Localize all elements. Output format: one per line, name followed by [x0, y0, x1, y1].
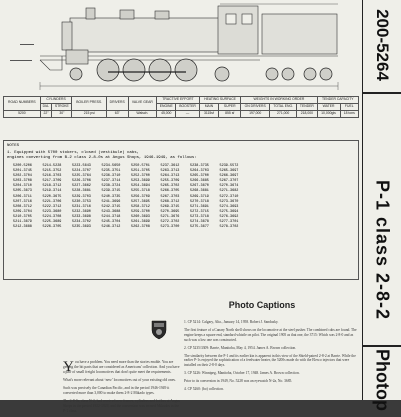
table-cell: 30": [52, 110, 72, 117]
number-grid-cell: 5240-3735: [101, 194, 121, 199]
spec-header-tender: TENDER: [297, 103, 317, 110]
number-grid-cell: 5266-3705: [160, 189, 180, 194]
number-grid-cell: 5205-3673: [13, 189, 32, 194]
table-cell: 63": [106, 110, 128, 117]
divider: [363, 345, 401, 347]
number-grid-cell: 5255-3718: [131, 189, 150, 194]
spec-header-fuel: FUEL: [340, 103, 358, 110]
number-grid-cell: 5241-3696: [101, 199, 121, 204]
table-cell: 215 psi: [72, 110, 106, 117]
table-cell: —: [176, 110, 199, 117]
notes-heading: NOTES: [7, 144, 20, 148]
locomotive-elevation-drawing: [0, 0, 340, 92]
number-grid-cell: 5266-3697: [219, 174, 239, 179]
number-grid-cell: 5232-3690: [72, 209, 91, 214]
number-grid-cell: 5251-3705: [131, 169, 150, 174]
number-grid-cell: 5256-3709: [131, 194, 150, 199]
number-grid-cell: 5225-3764: [72, 174, 91, 179]
spec-header-road-numbers: ROAD NUMBERS: [4, 97, 41, 111]
number-grid-cell: 5275-3677: [190, 225, 209, 230]
drop-cap: Y: [63, 359, 74, 375]
caption-body: The first feature of a Canary North shell shows on the locomotive at the steel pusher. The combined cabs are found. The engine keeps a square end, standard whistle on pilot. The original 1905 as that one, the 3715: Which was 2-8-0 and as such was a low one was constructed.: [184, 327, 357, 342]
number-grid-cell: 5202-3704: [13, 174, 32, 179]
number-grid-cell: 5204-3710: [13, 184, 32, 189]
number-grid-row: [13, 225, 249, 230]
number-grid-cell: 5255-3709: [160, 179, 180, 184]
spec-header-valve-gear: VALVE GEAR: [128, 97, 157, 111]
number-grid-cell: 5216-3703: [42, 174, 62, 179]
number-grid-cell: 5260-3693: [131, 214, 150, 219]
number-grid-cell: 5203-3708: [13, 179, 32, 184]
number-grid-cell: 5267-3707: [219, 179, 239, 184]
number-grid-cell: 5265-3700: [190, 174, 209, 179]
table-cell: 855 sf: [219, 110, 241, 117]
notes-box: [3, 140, 359, 280]
number-grid-cell: 5244-3718: [101, 214, 121, 219]
number-grid-cell: 5210-3705: [13, 214, 32, 219]
number-grid-cell: 5206-3711: [13, 194, 32, 199]
caption-heading: 4. CP 5260: (bo) collection.: [184, 387, 224, 392]
number-grid-cell: 5276-3692: [219, 214, 239, 219]
number-grid-cell: 5234-3702: [72, 220, 91, 225]
number-grid-cell: 5212-3688: [13, 225, 32, 230]
number-grid-cell: 5270-3718: [190, 199, 209, 204]
number-grid-cell: 5277-3701: [219, 220, 239, 225]
number-grid-cell: 5274-3678: [190, 220, 209, 225]
number-grid-cell: 5263-3713: [160, 169, 180, 174]
number-grid-cell: 5253-3699: [131, 179, 150, 184]
number-grid-cell: 5223-3680: [42, 209, 62, 214]
spec-group-tender-capacity: TENDER CAPACITY: [317, 97, 358, 104]
number-grid-cell: 5267-3703: [160, 194, 180, 199]
spec-header-super: SUPER: [219, 103, 241, 110]
intro-text-column: [63, 360, 181, 417]
number-grid-cell: 5209-3704: [13, 209, 32, 214]
spec-group-weights: WEIGHTS IN WORKING ORDER: [241, 97, 317, 104]
number-grid-cell: 5211-3679: [13, 220, 32, 225]
number-grid-cell: 5268-3712: [160, 199, 180, 204]
photo-captions-title: Photo Captions: [228, 300, 296, 310]
spec-group-cylinders: CYLINDERS: [40, 97, 72, 104]
number-grid-cell: 5201-3745: [13, 169, 32, 174]
number-grid-cell: 5245-3704: [101, 220, 121, 225]
caption-heading: 2. CP 5235/3309: Barrie, Manitoba, May 4, 1954. James A. Brown collection.: [184, 345, 297, 350]
document-number: 200-5264: [373, 9, 392, 81]
number-grid-cell: 5266-3685: [190, 179, 209, 184]
number-grid-cell: 5238-3724: [101, 184, 121, 189]
table-cell: 10,000gls: [317, 110, 340, 117]
spec-header-drivers: DRIVERS: [106, 97, 128, 111]
number-grid-cell: 5229-3703: [72, 194, 91, 199]
number-grid-cell: 5259-3700: [131, 209, 150, 214]
number-grid-cell: 5239-5572: [219, 164, 239, 168]
number-grid-cell: 5221-3706: [42, 199, 62, 204]
number-grid-cell: 5207-3716: [13, 199, 32, 204]
number-grid-cell: 5275-3694: [219, 209, 239, 214]
notes-line-1: 1. Equipped with 5700 stokers, closed (vestibule) cabs,: [7, 151, 140, 155]
spec-group-tractive-effort: TRACTIVE EFFORT: [157, 97, 200, 104]
caption-heading: 3. CP 5226: Winnipeg, Manitoba, October 17, 1948. James A. Brown collection.: [184, 371, 300, 376]
number-grid-cell: 5262-3708: [131, 225, 150, 230]
intro-paragraph: ou have a problem. You need more than the stories enable. You are getting the bit parts that are considered as Americans' collection. And you have a pair of small freight locomotives that don't quite meet the requirements.: [63, 360, 180, 374]
number-grid-cell: 5220-3675: [42, 194, 62, 199]
spec-group-heating-surface: HEATING SURFACE: [199, 97, 241, 104]
number-grid-cell: 5231-3716: [72, 204, 91, 209]
number-grid-cell: 5230-3753: [72, 199, 91, 204]
number-grid-cell: 5243-3688: [101, 209, 121, 214]
number-grid-cell: 5226-3706: [72, 179, 91, 184]
number-grid-cell: 5215-3752: [42, 169, 62, 174]
number-grid-cell: 5223-5643: [72, 164, 91, 168]
number-grid-cell: 5254-3694: [131, 184, 150, 189]
number-grid-cell: 5226-3705: [42, 225, 62, 230]
table-cell: Walsch.: [128, 110, 157, 117]
spec-header-boiler-press: BOILER PRESS.: [72, 97, 106, 111]
class-title: P-1 class 2-8-2: [372, 179, 393, 321]
number-grid-cell: 5270-3674: [219, 184, 239, 189]
number-grid-cell: 5238-3735: [190, 164, 209, 168]
number-grid-cell: 5267-3670: [190, 184, 209, 189]
number-grid-cell: 5269-3719: [190, 194, 209, 199]
number-grid-cell: 5269-3715: [160, 204, 180, 209]
caption-heading: 1. CP 5214: Calgary, Alta., January 14, 1958. Robert J. Sandusky.: [184, 320, 279, 324]
caption-body: Prior to its conversion in 1949, No. 5228 was an eyewatch N-2a, No. 3685.: [184, 379, 293, 384]
number-grid-cell: 5278-3702: [219, 225, 239, 230]
side-title-strip: [362, 0, 401, 411]
table-cell: 22": [40, 110, 51, 117]
cp-shield-logo: [148, 318, 170, 340]
number-grid-cell: 5234-5650: [101, 164, 121, 168]
table-cell: 18 tons: [340, 110, 358, 117]
number-grid-cell: 5270-3695: [160, 209, 180, 214]
number-grid-cell: 5257-3695: [131, 199, 150, 204]
number-grid-cell: 5250-5701: [131, 164, 150, 168]
table-cell: 218,000: [297, 110, 317, 117]
spec-header-water: WATER: [317, 103, 340, 110]
specification-table: [3, 96, 359, 118]
number-grid-cell: 5264-3713: [160, 174, 180, 179]
number-grid-cell: 5272-3702: [160, 220, 180, 225]
spec-header-dia: DIA.: [40, 103, 51, 110]
table-cell: 45,000: [157, 110, 176, 117]
number-grid-cell: 5237-3714: [101, 179, 121, 184]
number-grid-cell: 5236-3710: [101, 174, 121, 179]
number-grid-cell: 5273-3700: [160, 225, 180, 230]
number-grid-cell: 5208-3712: [13, 204, 32, 209]
spec-header-main: MAIN: [199, 103, 218, 110]
number-grid-cell: 5274-3693: [219, 204, 239, 209]
spec-header-on-drivers: ON DRIVERS: [241, 103, 270, 110]
number-grid-cell: 5272-3715: [190, 209, 209, 214]
number-grid-cell: 5264-3703: [190, 169, 209, 174]
table-cell: 197,000: [241, 110, 270, 117]
number-grid-cell: 5252-3700: [131, 174, 150, 179]
number-grid-cell: 5228-3681: [72, 189, 91, 194]
table-cell: 271,000: [270, 110, 297, 117]
number-grid-cell: 5268-3681: [190, 189, 209, 194]
number-grid-cell: 5271-3691: [190, 204, 209, 209]
spec-header-engine: ENGINE: [157, 103, 176, 110]
number-grid-cell: 5224-3707: [72, 169, 91, 174]
number-grid-cell: 5217-3709: [42, 179, 62, 184]
number-grid-cell: 5235-3693: [72, 225, 91, 230]
number-grid-cell: 5235-3751: [101, 169, 121, 174]
number-grid-cell: 5225-3689: [42, 220, 62, 225]
table-row: [4, 110, 359, 117]
intro-paragraph: What's more relevant about ‘new’ locomotives out of your existing old ones.: [63, 378, 176, 382]
number-grid-cell: 5219-3714: [42, 189, 62, 194]
number-grid-cell: 5237-3612: [160, 164, 180, 168]
intro-paragraph: The 2-8-0s, class N-2, had received new frames, cylinders and boilers at Angus Shops in the period 1922-1929, and the conversion was termed Mikados in the P-1 class.: [63, 399, 180, 413]
number-grid-cell: 5265-3702: [160, 184, 180, 189]
notes-line-2: engines converting from B-2 class 2-8-0s at Angus Shops, 1946-1949, as follows:: [7, 156, 197, 160]
intro-paragraph: Such was precisely the Canadian Pacific, and in the period 1946-1949 it converted more than 3,000 to make them 2-8-2 Mikado types.: [63, 386, 170, 395]
number-grid-cell: 5265-3697: [219, 169, 239, 174]
caption-body: The similarity between the P-1 and its earlier kin is apparent in this view of the Shield-paired 2-8-2 at Barrie. While the earlier P-1s enjoyed the sophistication of a feedwater heater, the 5200s made do with the Elesco injectors that were installed on their 2-8-0 days.: [184, 353, 356, 368]
table-cell: 5200: [4, 110, 41, 117]
number-grid-cell: 5214-5228: [42, 164, 62, 168]
number-grid-cell: 5258-3712: [131, 204, 150, 209]
photo-section-label: Photop: [372, 349, 393, 411]
conversion-number-grid: [13, 164, 249, 230]
number-grid-cell: 5261-3699: [131, 220, 150, 225]
number-grid-cell: 5273-3718: [190, 214, 209, 219]
table-cell: 3115sf: [199, 110, 218, 117]
number-grid-cell: 5246-3712: [101, 225, 121, 230]
number-grid-cell: 5218-3712: [42, 184, 62, 189]
spec-header-booster: BOOSTER: [176, 103, 199, 110]
number-grid-cell: 5273-3670: [219, 199, 239, 204]
number-grid-cell: 5242-3715: [101, 204, 121, 209]
number-grid-cell: 5224-3708: [42, 214, 62, 219]
number-grid-cell: 5222-3712: [42, 204, 62, 209]
divider: [363, 92, 401, 94]
number-grid-cell: 5271-3682: [219, 189, 239, 194]
number-grid-cell: 5272-3710: [219, 194, 239, 199]
number-grid-cell: 5271-3676: [160, 214, 180, 219]
spec-header-total-eng: TOTAL ENG.: [270, 103, 297, 110]
number-grid-cell: 5227-3662: [72, 184, 91, 189]
number-grid-cell: 5233-3698: [72, 214, 91, 219]
captions-column: [184, 320, 358, 395]
number-grid-cell: 5200-5206: [13, 164, 32, 168]
number-grid-cell: 5239-3715: [101, 189, 121, 194]
spec-header-stroke: STROKE: [52, 103, 72, 110]
